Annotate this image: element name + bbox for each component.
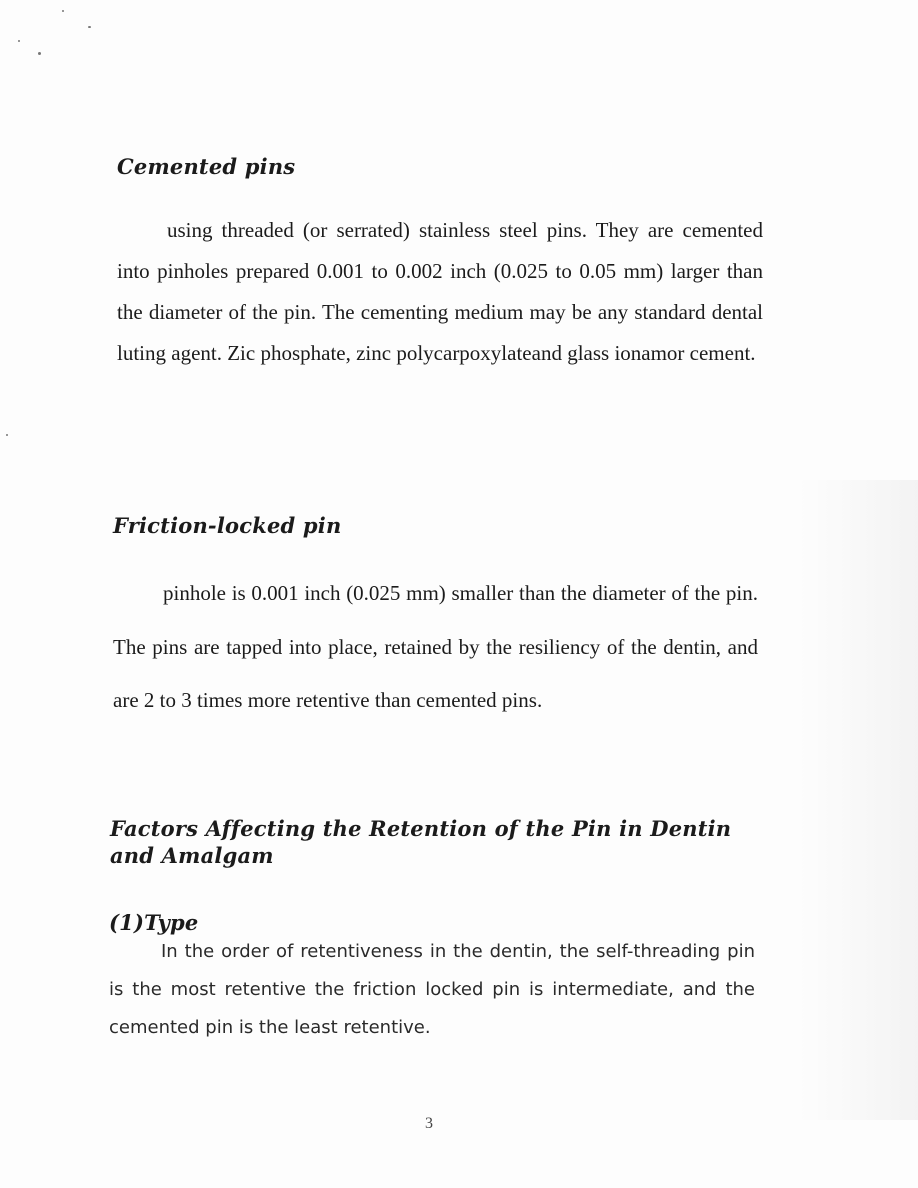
page-number: 3	[425, 1115, 433, 1132]
friction-locked-pin-paragraph: pinhole is 0.001 inch (0.025 mm) smaller than the diameter of the pin. The pins are tapped into place, retained by the resiliency of the dentin, and are 2 to 3 times more retentive than cemented pins.	[113, 581, 758, 712]
type-paragraph: In the order of retentiveness in the dentin, the self-threading pin is the most retentive the friction locked pin is intermediate, and the cemented pin is the least retentive.	[109, 941, 755, 1038]
cemented-pins-heading: Cemented pins	[117, 154, 296, 179]
scan-speck	[88, 26, 91, 28]
scan-speck	[38, 52, 41, 55]
factors-heading	[110, 815, 731, 869]
scan-speck	[62, 10, 64, 12]
scan-shadow	[798, 480, 918, 1120]
type-heading: (1)Type	[109, 910, 199, 935]
scan-speck	[18, 40, 20, 42]
factors-heading-line2: and Amalgam	[110, 843, 274, 868]
scan-speck	[6, 434, 8, 436]
factors-heading-line1: Factors Affecting the Retention of the Pin in Dentin	[110, 816, 732, 841]
friction-locked-pin-heading: Friction-locked pin	[113, 513, 342, 538]
cemented-pins-paragraph: using threaded (or serrated) stainless steel pins. They are cemented into pinholes prepared 0.001 to 0.002 inch (0.025 to 0.05 mm) larger than the diameter of the pin. The cementing medium may be any standard dental luting agent. Zic phosphate, zinc polycarpoxylateand glass ionamor cement.	[117, 218, 763, 365]
